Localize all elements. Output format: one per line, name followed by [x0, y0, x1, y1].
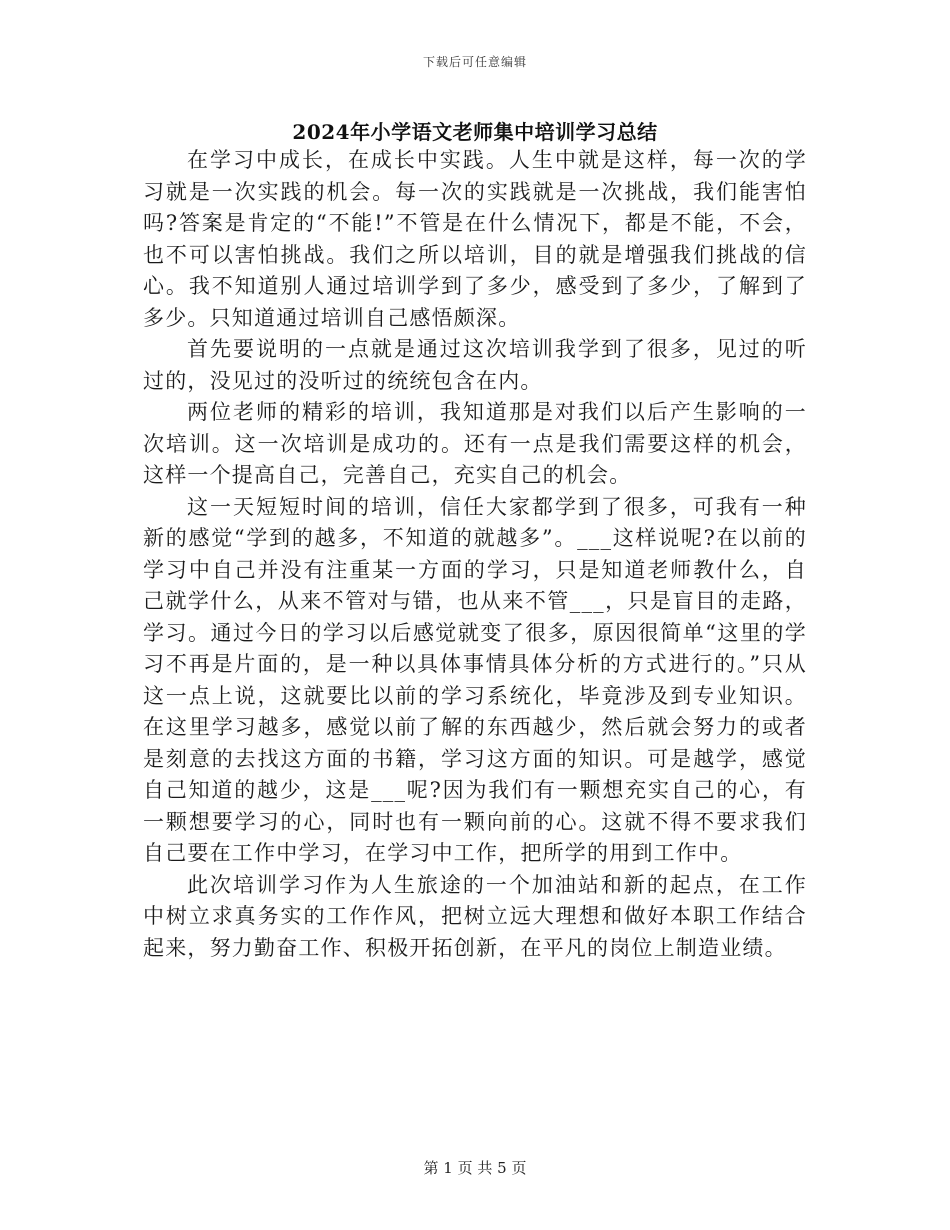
paragraph: 首先要说明的一点就是通过这次培训我学到了很多，见过的听过的，没见过的没听过的统统包含在内。: [143, 337, 807, 393]
document-title: 2024年小学语文老师集中培训学习总结: [292, 120, 658, 144]
header-note: 下载后可任意编辑: [422, 55, 527, 69]
document-body: [143, 145, 807, 964]
paragraph: 这一天短短时间的培训，信任大家都学到了很多，可我有一种新的感觉“学到的越多，不知道的就越多”。___这样说呢?在以前的学习中自己并没有注重某一方面的学习，只是知道老师教什么，自己就学什么，从来不管对与错，也从来不管___，只是盲目的走路，学习。通过今日的学习以后感觉就变了很多，原因很简单“这里的学习不再是片面的，是一种以具体事情具体分析的方式进行的。”只从这一点上说，这就要比以前的学习系统化，毕竟涉及到专业知识。在这里学习越多，感觉以前了解的东西越少，然后就会努力的或者是刻意的去找这方面的书籍，学习这方面的知识。可是越学，感觉自己知道的越少，这是___呢?因为我们有一颗想充实自己的心，有一颗想要学习的心，同时也有一颗向前的心。这就不得不要求我们自己要在工作中学习，在学习中工作，把所学的用到工作中。: [143, 494, 807, 865]
paragraph: 在学习中成长，在成长中实践。人生中就是这样，每一次的学习就是一次实践的机会。每一次的实践就是一次挑战，我们能害怕吗?答案是肯定的“不能!”不管是在什么情况下，都是不能，不会，也不可以害怕挑战。我们之所以培训，目的就是增强我们挑战的信心。我不知道别人通过培训学到了多少，感受到了多少，了解到了多少。只知道通过培训自己感悟颇深。: [143, 148, 807, 330]
page-number: 第 1 页 共 5 页: [423, 1159, 527, 1177]
paragraph: 两位老师的精彩的培训，我知道那是对我们以后产生影响的一次培训。这一次培训是成功的。还有一点是我们需要这样的机会，这样一个提高自己，完善自己，充实自己的机会。: [143, 400, 807, 487]
paragraph: 此次培训学习作为人生旅途的一个加油站和新的起点，在工作中树立求真务实的工作作风，把树立远大理想和做好本职工作结合起来，努力勤奋工作、积极开拓创新，在平凡的岗位上制造业绩。: [143, 872, 807, 960]
